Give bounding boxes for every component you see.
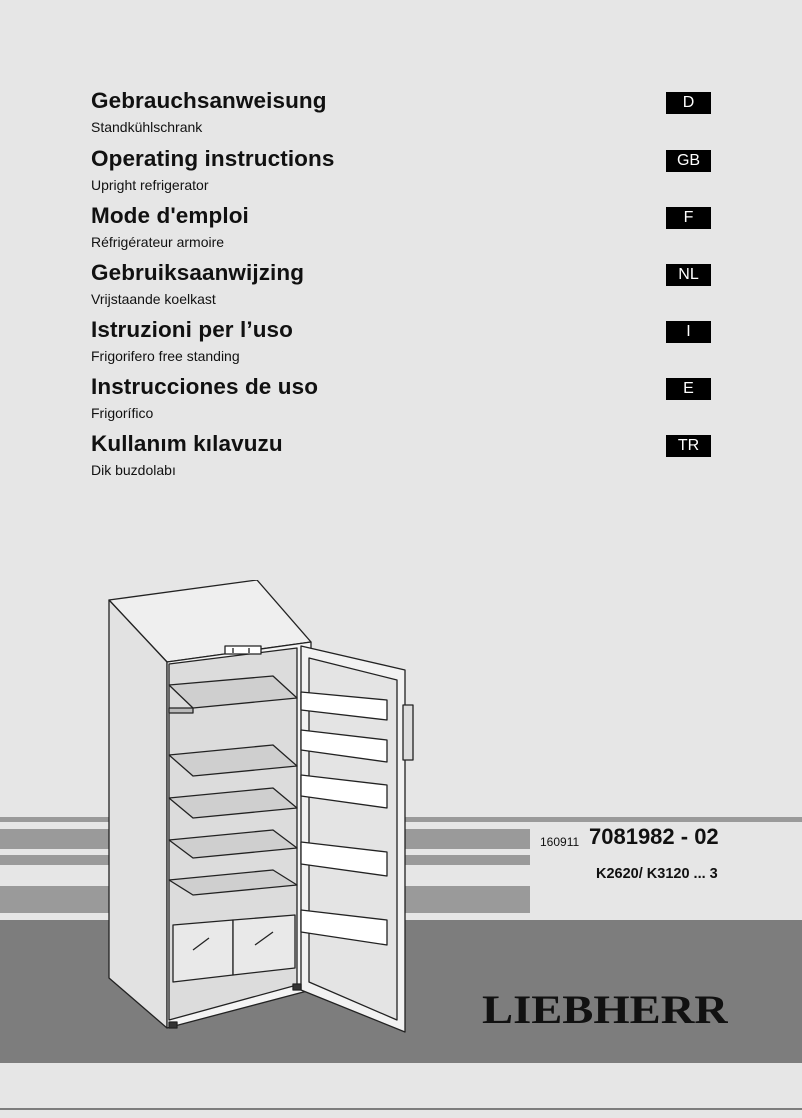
language-subtitle: Dik buzdolabı bbox=[91, 462, 176, 478]
language-entry-i bbox=[91, 317, 711, 367]
logo-text: LIEBHERR bbox=[482, 990, 728, 1026]
language-subtitle: Upright refrigerator bbox=[91, 177, 209, 193]
language-subtitle: Réfrigérateur armoire bbox=[91, 234, 225, 250]
liebherr-logo bbox=[482, 990, 728, 1031]
language-subtitle: Frigorifero free standing bbox=[91, 348, 240, 364]
model-numbers: K2620/ K3120 ... 3 bbox=[596, 866, 718, 882]
language-entry-e bbox=[91, 374, 711, 424]
language-subtitle: Vrijstaande koelkast bbox=[91, 291, 216, 307]
language-entry-f bbox=[91, 203, 711, 253]
refrigerator-illustration bbox=[105, 580, 425, 1035]
print-date-code: 160911 bbox=[540, 835, 580, 849]
language-title: Gebruiksaanwijzing bbox=[91, 260, 305, 285]
language-code-badge: GB bbox=[666, 150, 711, 172]
language-title: Gebrauchsanweisung bbox=[91, 88, 327, 113]
language-entry-gb bbox=[91, 146, 711, 196]
language-subtitle: Standkühlschrank bbox=[91, 119, 203, 135]
bottom-rule bbox=[0, 1108, 802, 1110]
language-entry-nl bbox=[91, 260, 711, 310]
document-number: 7081982 - 02 bbox=[589, 824, 719, 849]
language-entry-tr bbox=[91, 431, 711, 481]
language-title: Instrucciones de uso bbox=[91, 374, 319, 399]
language-title: Mode d'emploi bbox=[91, 203, 249, 228]
language-code-badge: TR bbox=[666, 435, 711, 457]
language-code-badge: D bbox=[666, 92, 711, 114]
language-title: Istruzioni per l’uso bbox=[91, 317, 294, 342]
language-subtitle: Frigorífico bbox=[91, 405, 154, 421]
language-code-badge: F bbox=[666, 207, 711, 229]
language-code-badge: E bbox=[666, 378, 711, 400]
language-title: Operating instructions bbox=[91, 146, 335, 171]
logo-wordmark bbox=[482, 990, 728, 1026]
language-title: Kullanım kılavuzu bbox=[91, 431, 283, 456]
language-entry-d bbox=[91, 88, 711, 138]
language-code-badge: I bbox=[666, 321, 711, 343]
language-code-badge: NL bbox=[666, 264, 711, 286]
